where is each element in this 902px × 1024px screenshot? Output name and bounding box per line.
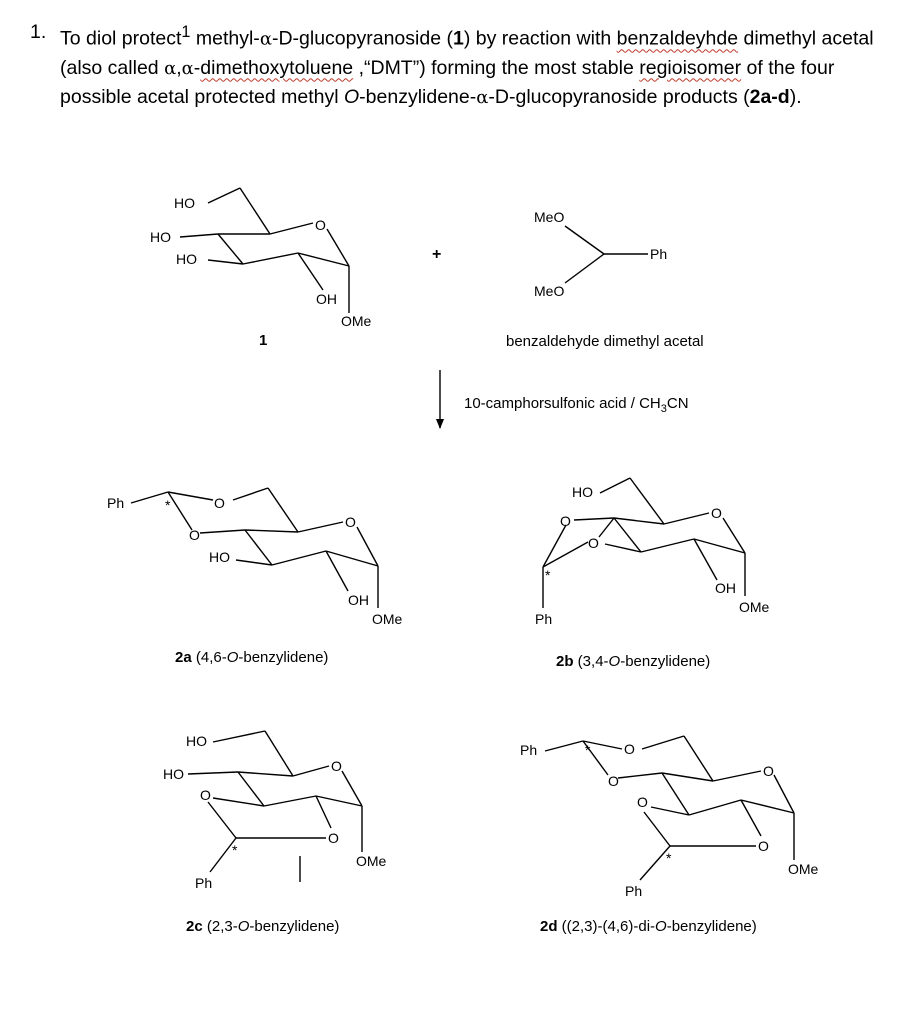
question-text-run: ) by reaction with xyxy=(463,27,617,50)
ring-oxygen: O xyxy=(763,763,774,779)
atom-label: HO xyxy=(150,229,171,245)
atom-label: HO xyxy=(572,484,593,500)
question-text-run: O xyxy=(344,85,360,108)
question-text-run: -D-glucopyranoside ( xyxy=(271,27,453,50)
stereo-star: * xyxy=(666,850,672,866)
phenyl-label: Ph xyxy=(520,742,538,758)
stereo-star: * xyxy=(545,567,551,583)
question-number: 1. xyxy=(30,21,47,43)
question-text-run: ,“DMT”) forming the most stable xyxy=(353,56,640,79)
question-text-run: -benzylidene- xyxy=(359,85,477,108)
atom-label: OH xyxy=(316,291,337,307)
question-text-run: dimethoxytoluene xyxy=(200,56,354,79)
atom-label: HO xyxy=(176,251,197,267)
atom-label: OH xyxy=(348,592,369,608)
phenyl-label: Ph xyxy=(195,875,213,891)
stereo-star: * xyxy=(585,742,591,758)
ring-oxygen: O xyxy=(608,773,619,789)
question-text-run: benzaldeyhde xyxy=(616,27,739,50)
atom-label: MeO xyxy=(534,209,565,225)
atom-label: HO xyxy=(174,195,195,211)
question-text-run: α xyxy=(181,57,194,79)
question-text-run: dimethyl acetal (also called xyxy=(60,27,874,79)
ring-oxygen: O xyxy=(758,838,769,854)
atom-label: HO xyxy=(186,733,207,749)
reagent-name: benzaldehyde dimethyl acetal xyxy=(506,333,704,350)
question-text-run: - xyxy=(193,56,201,79)
question-text-run: 1 xyxy=(452,27,464,50)
question-text-run: -D-glucopyranoside products ( xyxy=(488,85,750,108)
product-2d-label: 2d ((2,3)-(4,6)-di-O-benzylidene) xyxy=(540,918,757,935)
atom-label: HO xyxy=(209,549,230,565)
atom-label: OMe xyxy=(372,611,403,627)
plus-sign: + xyxy=(432,246,442,263)
product-2b-label: 2b (3,4-O-benzylidene) xyxy=(556,653,711,670)
question-text-run: To diol protect xyxy=(60,27,182,50)
question-text-run: 2a-d xyxy=(749,85,790,108)
question-text-run: α xyxy=(259,28,272,50)
ring-oxygen: O xyxy=(711,505,722,521)
ring-oxygen: O xyxy=(315,217,326,233)
ring-oxygen: O xyxy=(331,758,342,774)
ring-oxygen: O xyxy=(345,514,356,530)
question-text-run: α xyxy=(476,86,489,108)
atom-label: OMe xyxy=(739,599,770,615)
reaction-conditions: 10-camphorsulfonic acid / $CH_3CN$ xyxy=(464,395,689,415)
ring-oxygen: O xyxy=(588,535,599,551)
atom-label: OMe xyxy=(356,853,387,869)
ring-oxygen: O xyxy=(560,513,571,529)
phenyl-label: Ph xyxy=(535,611,553,627)
atom-label: OH xyxy=(715,580,736,596)
ring-oxygen: O xyxy=(624,741,635,757)
ring-oxygen: O xyxy=(200,787,211,803)
question-text-run: ). xyxy=(789,85,802,108)
stereo-star: * xyxy=(232,842,238,858)
question-text-run: methyl- xyxy=(190,27,260,50)
reagent-structure xyxy=(565,226,648,283)
question-text-run: regioisomer xyxy=(639,56,742,79)
atom-label: MeO xyxy=(534,283,565,299)
compound-1-label: 1 xyxy=(259,332,268,349)
phenyl-label: Ph xyxy=(625,883,643,899)
product-2c-structure xyxy=(188,731,362,882)
product-2c-label: 2c (2,3-O-benzylidene) xyxy=(186,918,340,935)
ring-oxygen: O xyxy=(328,830,339,846)
atom-label: OMe xyxy=(788,861,819,877)
ring-oxygen: O xyxy=(214,495,225,511)
atom-label: OMe xyxy=(341,313,372,329)
product-2a-label: 2a (4,6-O-benzylidene) xyxy=(175,649,329,666)
ring-oxygen: O xyxy=(189,527,200,543)
question-text-run: of the four possible acetal protected methyl xyxy=(60,56,835,108)
atom-label: HO xyxy=(163,766,184,782)
atom-label: Ph xyxy=(650,246,668,262)
question-text-run: 1 xyxy=(181,23,191,41)
question-text-run: , xyxy=(176,56,182,79)
phenyl-label: Ph xyxy=(107,495,125,511)
question-text-run: α xyxy=(164,57,177,79)
ring-oxygen: O xyxy=(637,794,648,810)
stereo-star: * xyxy=(165,497,171,513)
